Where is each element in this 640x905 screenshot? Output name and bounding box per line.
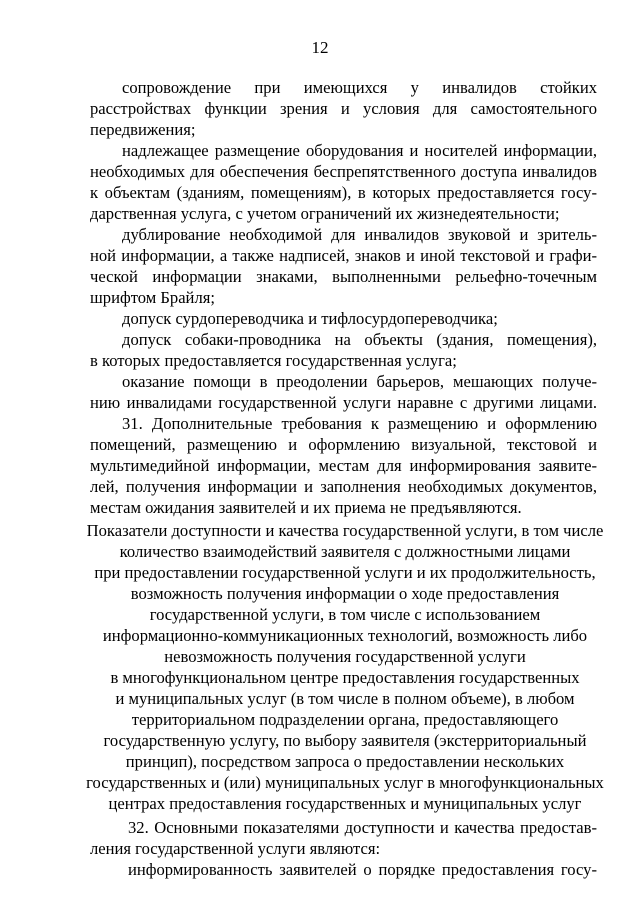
paragraph-line: ления государственной услуги являются: — [90, 839, 381, 858]
paragraph-line: надлежащее размещение оборудования и носителей информации, — [122, 141, 597, 160]
heading-line: в многофункциональном центре предоставления государственных — [110, 668, 580, 687]
heading-line: Показатели доступности и качества государственной услуги, в том числе — [86, 521, 604, 540]
paragraph-line: дарственная услуга, с учетом ограничений их жизнедеятельности; — [90, 204, 560, 223]
paragraph-line: лей, получения информации и заполнения необходимых документов, — [90, 477, 597, 496]
heading-line: при предоставлении государственной услуги и их продолжительность, — [94, 563, 596, 582]
page-number: 12 — [311, 38, 329, 57]
heading-line: принцип), посредством запроса о предоставлении нескольких — [125, 752, 565, 771]
heading-line: территориальном подразделении органа, предоставляющего — [131, 710, 559, 729]
paragraph-line: к объектам (зданиям, помещениям), в которых предоставляется госу- — [90, 183, 597, 202]
paragraph-line: 31. Дополнительные требования к размещению и оформлению — [122, 414, 597, 433]
paragraph-line: допуск сурдопереводчика и тифлосурдопереводчика; — [122, 309, 498, 328]
heading-line: государственную услугу, по выбору заявителя (экстерриториальный — [103, 731, 587, 750]
paragraph-line: сопровождение при имеющихся у инвалидов стойких — [122, 78, 597, 97]
heading-line: количество взаимодействий заявителя с должностными лицами — [119, 542, 571, 561]
paragraph-line: необходимых для обеспечения беспрепятственного доступа инвалидов — [90, 162, 597, 181]
paragraph-line: шрифтом Брайля; — [90, 288, 215, 307]
paragraph-line: помещений, размещению и оформлению визуальной, текстовой и — [90, 435, 597, 454]
heading-line: государственных и (или) муниципальных услуг в многофункциональных — [86, 773, 604, 792]
paragraph-line: нию инвалидами государственной услуги наравне с другими лицами. — [90, 393, 597, 412]
heading-line: возможность получения информации о ходе предоставления — [130, 584, 560, 603]
heading-line: и муниципальных услуг (в том числе в полном объеме), в любом — [115, 689, 575, 708]
paragraph-line: оказание помощи в преодолении барьеров, мешающих получе- — [122, 372, 597, 391]
paragraph-line: ной информации, а также надписей, знаков и иной текстовой и графи- — [90, 246, 597, 265]
paragraph-line: дублирование необходимой для инвалидов звуковой и зритель- — [122, 225, 597, 244]
paragraph-line: ческой информации знаками, выполненными рельефно-точечным — [90, 267, 597, 286]
heading-line: государственной услуги, в том числе с использованием — [149, 605, 541, 624]
paragraph-line: 32. Основными показателями доступности и качества предостав- — [128, 818, 597, 837]
paragraph-line: местам ожидания заявителей и их приема не предъявляются. — [90, 498, 522, 517]
heading-line: невозможность получения государственной услуги — [164, 647, 526, 666]
paragraph-line: передвижения; — [90, 120, 196, 139]
heading-line: центрах предоставления государственных и муниципальных услуг — [108, 794, 582, 813]
paragraph-line: допуск собаки-проводника на объекты (здания, помещения), — [122, 330, 597, 349]
paragraph-line: информированность заявителей о порядке предоставления госу- — [128, 860, 597, 879]
paragraph-line: мультимедийной информации, местам для информирования заявите- — [90, 456, 597, 475]
heading-line: информационно-коммуникационных технологий, возможность либо — [102, 626, 588, 645]
paragraph-line: в которых предоставляется государственная услуга; — [90, 351, 457, 370]
paragraph-line: расстройствах функции зрения и условия для самостоятельного — [90, 99, 597, 118]
